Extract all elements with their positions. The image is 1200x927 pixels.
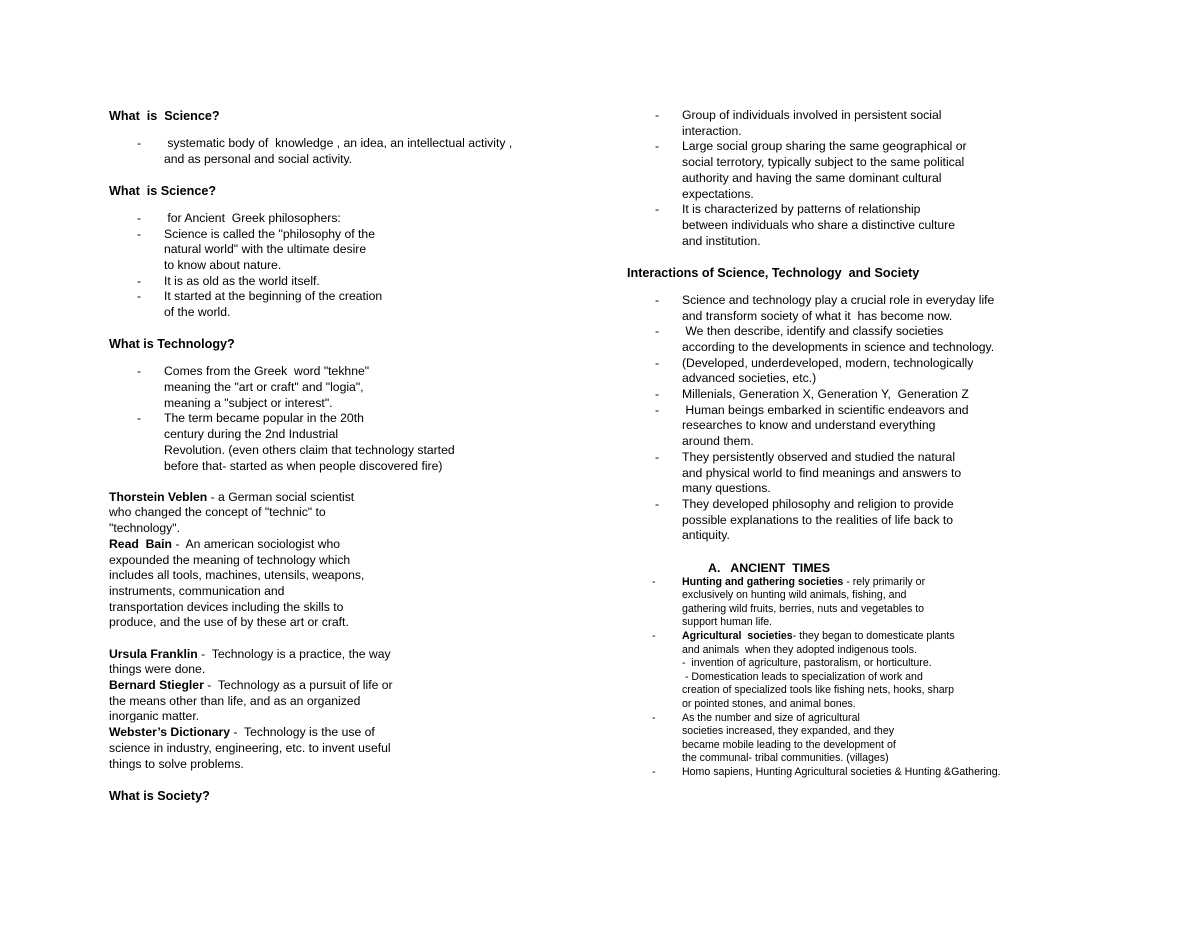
list-item: - Comes from the Greek word "tekhne" meaning the "art or craft" and "logia", meaning a "subject or interest". — [137, 364, 370, 410]
list-item: - It is as old as the world itself. — [137, 273, 320, 288]
list-item: - They persistently observed and studied the natural and physical world to find meanings and answers to many questions. — [655, 449, 962, 496]
list-item: - The term became popular in the 20th century during the 2nd Industrial Revolution. (even others claim that technology started before that- started as when people discovered fire) — [137, 411, 455, 473]
definition-veblen: Thorstein Veblen - a German social scientist who changed the concept of "technic" to "technology". — [109, 489, 355, 536]
heading-what-is-science: What is Science? — [109, 109, 220, 123]
right-column — [627, 108, 1077, 779]
heading-what-is-science-2: What is Science? — [109, 183, 217, 198]
list-item: - Group of individuals involved in persistent social interaction. — [655, 108, 942, 138]
heading-what-is-technology: What is Technology? — [109, 337, 235, 352]
definition-franklin: Ursula Franklin - Technology is a practice, the way things were done. — [109, 646, 391, 677]
list-item: - Human beings embarked in scientific endeavors and researches to know and understand everything around them. — [655, 402, 969, 449]
list-item: - They developed philosophy and religion to provide possible explanations to the realities of life back to antiquity. — [655, 496, 954, 543]
definition-webster: Webster’s Dictionary - Technology is the use of science in industry, engineering, etc. to invent useful things to solve problems. — [109, 725, 391, 771]
list-item: - Large social group sharing the same geographical or social terrotory, typically subject to the same political authority and having the same dominant cultural expectations. — [655, 139, 967, 201]
list-item: - Homo sapiens, Hunting Agricultural societies & Hunting &Gathering. — [652, 765, 1001, 778]
definition-bain: Read Bain - An american sociologist who expounded the meaning of technology which includes all tools, machines, utensils, weapons, instruments, communication and transportation devices including the skills to produce, and the use of by these art or craft. — [109, 536, 365, 630]
list-item: - for Ancient Greek philosophers: — [137, 210, 341, 225]
list-item: - Science is called the "philosophy of the natural world" with the ultimate desire to know about nature. — [137, 226, 375, 273]
list-item: - systematic body of knowledge , an idea, an intellectual activity , and as personal and social activity. — [137, 136, 513, 166]
list-item: - Hunting and gathering societies - rely primarily or exclusively on hunting wild animals, fishing, and gathering wild fruits, berries, nuts and vegetables to support human life. — [652, 575, 926, 629]
list-item: - It is characterized by patterns of relationship between individuals who share a distinctive culture and institution. — [655, 202, 956, 248]
list-item: - Agricultural societies- they began to domesticate plants and animals when they adopted indigenous tools. - invention of agriculture, pastoralism, or horticulture. - Domestication leads to specialization of work and creation of specialized tools like fishing nets, hooks, sharp or pointed stones, and animal bones. — [652, 629, 955, 710]
heading-ancient-times: A. ANCIENT TIMES — [708, 560, 831, 575]
list-item: - Science and technology play a crucial role in everyday life and transform society of what it has become now. — [655, 292, 995, 323]
heading-what-is-society: What is Society? — [109, 788, 210, 803]
list-item: - We then describe, identify and classify societies according to the developments in science and technology. — [655, 324, 995, 354]
list-item: - (Developed, underdeveloped, modern, technologically advanced societies, etc.) — [655, 355, 974, 386]
heading-interactions: Interactions of Science, Technology and Society — [627, 265, 920, 280]
left-column — [109, 108, 589, 804]
list-item: - Millenials, Generation X, Generation Y, Generation Z — [655, 387, 969, 402]
list-item: - It started at the beginning of the creation of the world. — [137, 289, 383, 320]
list-item: - As the number and size of agricultural societies increased, they expanded, and they became mobile leading to the development of the communal- tribal communities. (villages) — [652, 711, 896, 765]
definition-stiegler: Bernard Stiegler - Technology as a pursuit of life or the means other than life, and as an organized inorganic matter. — [109, 677, 393, 724]
